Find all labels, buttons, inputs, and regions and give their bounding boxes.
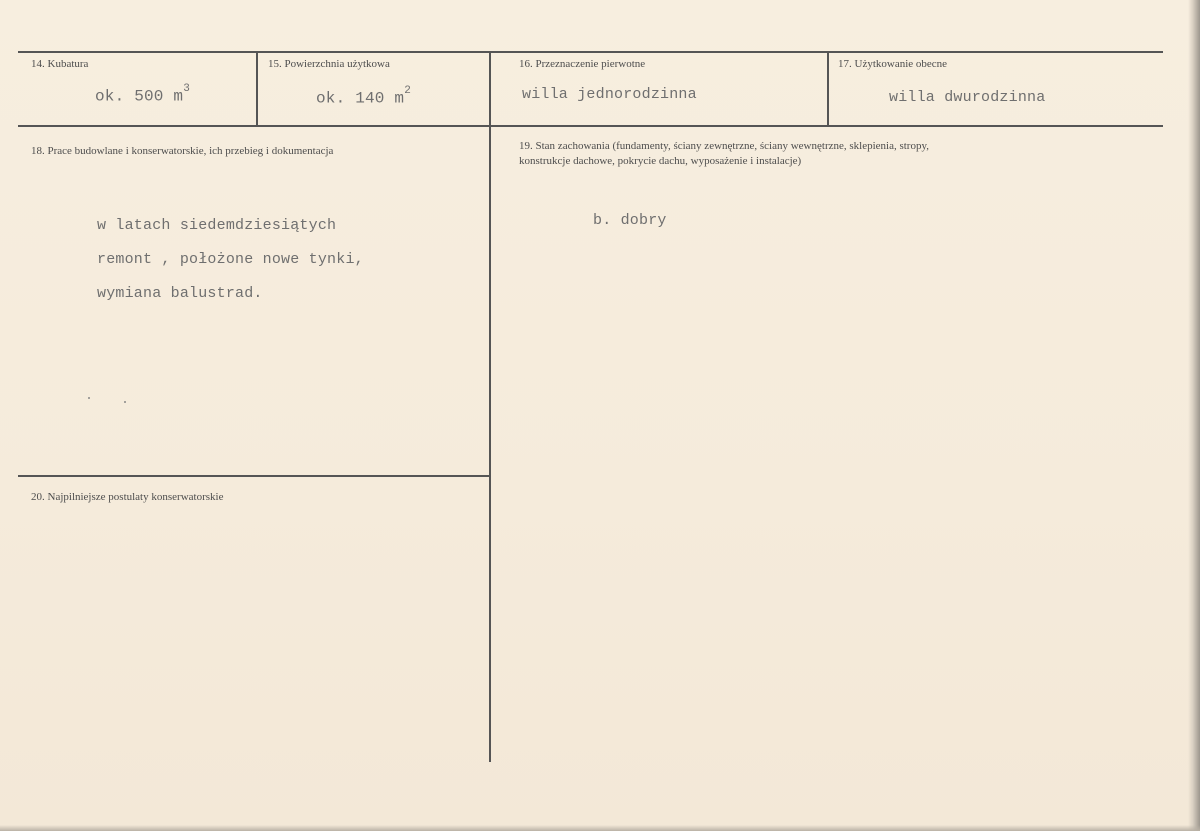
divider-14-15: [256, 52, 258, 125]
top-rule: [18, 51, 1163, 53]
divider-main: [489, 126, 491, 762]
field-15-text: ok. 140 m: [316, 89, 405, 108]
divider-16-17: [827, 52, 829, 125]
field-17-label: 17. Użytkowanie obecne: [838, 58, 948, 70]
section18-bottom-rule: [18, 475, 489, 477]
field-14-value: [95, 83, 191, 106]
card-right-edge: [1188, 0, 1200, 831]
divider-15-16: [489, 52, 491, 125]
field-15-exponent: 2: [404, 85, 412, 97]
field-19-label-line-2: konstrukcje dachowe, pokrycie dachu, wyposażenie i instalacje): [519, 155, 802, 167]
field-14-exponent: 3: [183, 83, 191, 95]
ink-speck: [88, 397, 90, 399]
field-16-label: 16. Przeznaczenie pierwotne: [519, 58, 646, 70]
card-bottom-edge: [0, 825, 1200, 831]
field-18-line-3: wymiana balustrad.: [97, 285, 263, 302]
field-14-label: 14. Kubatura: [31, 58, 89, 70]
field-18-line-1: w latach siedemdziesiątych: [97, 217, 337, 234]
field-18-label: 18. Prace budowlane i konserwatorskie, ich przebieg i dokumentacja: [31, 145, 334, 157]
field-14-text: ok. 500 m: [95, 87, 184, 106]
field-19-value: b. dobry: [593, 212, 667, 229]
field-17-value: willa dwurodzinna: [889, 89, 1046, 106]
ink-speck: [124, 401, 126, 403]
field-20-label: 20. Najpilniejsze postulaty konserwatorskie: [31, 491, 224, 503]
field-15-label: 15. Powierzchnia użytkowa: [268, 58, 390, 70]
field-19-label-line-1: 19. Stan zachowania (fundamenty, ściany zewnętrzne, ściany wewnętrzne, sklepienia, stropy,: [519, 140, 930, 152]
field-16-value: willa jednorodzinna: [522, 86, 697, 103]
field-18-line-2: remont , położone nowe tynki,: [97, 251, 364, 268]
field-15-value: [316, 85, 412, 108]
row1-bottom-rule: [18, 125, 1163, 127]
